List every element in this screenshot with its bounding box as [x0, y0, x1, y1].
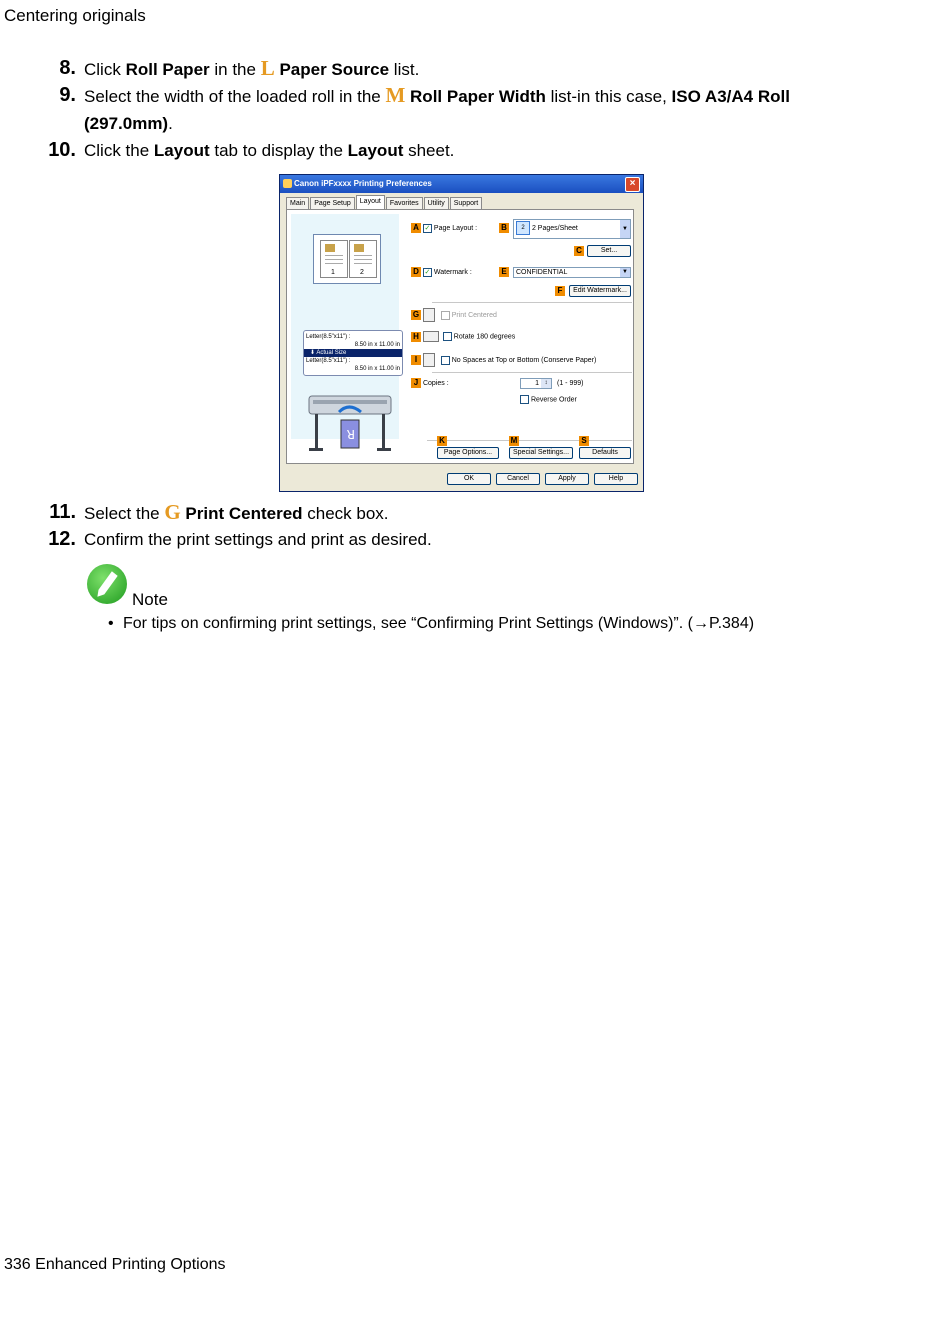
- printer-illustration-icon: [305, 390, 395, 454]
- running-header: Centering originals: [4, 6, 146, 25]
- print-centered-checkbox[interactable]: [441, 311, 450, 320]
- printing-preferences-dialog: [279, 174, 644, 492]
- page-layout-control: [411, 223, 477, 234]
- copies-range: (1 - 999): [557, 380, 584, 387]
- page-options-button[interactable]: Page Options...: [437, 447, 499, 459]
- page-layout-value: 2 Pages/Sheet: [531, 225, 578, 232]
- chevron-down-icon: ▼: [620, 268, 630, 277]
- callout-letter: M: [385, 83, 406, 107]
- actual-size-highlight: ⬇ Actual Size: [304, 349, 402, 357]
- print-centered-label: Print Centered: [451, 311, 497, 319]
- step-number: 11.: [49, 501, 76, 523]
- callout-h: H: [411, 332, 421, 342]
- step-text: Click the Layout tab to display the Layout sheet.: [84, 141, 455, 160]
- rotate-checkbox[interactable]: [443, 332, 452, 341]
- callout-letter: L: [260, 56, 275, 80]
- copies-control: [411, 378, 449, 389]
- printer-app-icon: [283, 179, 292, 188]
- cancel-button[interactable]: Cancel: [496, 473, 540, 485]
- copies-label: Copies :: [422, 379, 449, 387]
- step-text: Select the width of the loaded roll in the M Roll Paper Width list-in this case, ISO A3/A4 Roll: [84, 83, 790, 107]
- print-centered-icon: [423, 308, 435, 322]
- no-spaces-control: [411, 353, 596, 367]
- callout-d: D: [411, 267, 421, 277]
- page-layout-select[interactable]: [513, 219, 631, 239]
- step-number: 9.: [59, 84, 76, 106]
- page-footer: 336 Enhanced Printing Options: [4, 1256, 226, 1273]
- callout-f: F: [555, 286, 565, 296]
- watermark-select[interactable]: [513, 267, 631, 278]
- layout-sheet: [286, 209, 634, 464]
- bullet-dot: •: [108, 615, 114, 632]
- size-info-box: Letter(8.5"x11") : 8.50 in x 11.00 in ⬇ Actual Size Letter(8.5"x11") : 8.50 in x 11.00 in: [303, 330, 403, 376]
- dialog-titlebar: [280, 175, 643, 193]
- callout-a: A: [411, 223, 421, 233]
- note-title: Note: [132, 590, 168, 609]
- chevron-down-icon: ▼: [620, 220, 630, 238]
- tab-page-setup[interactable]: Page Setup: [310, 197, 355, 209]
- step-text: Select the G Print Centered check box.: [84, 500, 389, 524]
- dialog-title: Canon iPFxxxx Printing Preferences: [294, 179, 432, 188]
- page-number: 2: [360, 269, 364, 276]
- reverse-order-label: Reverse Order: [530, 396, 577, 404]
- step-text: (297.0mm).: [84, 114, 173, 133]
- callout-letter: G: [164, 500, 181, 524]
- callout-j: J: [411, 378, 421, 388]
- page-layout-checkbox[interactable]: ✓: [424, 224, 431, 232]
- step-number: 10.: [48, 139, 76, 161]
- tab-strip: [286, 197, 483, 209]
- layout-thumbnail: [313, 234, 381, 284]
- apply-button[interactable]: Apply: [545, 473, 589, 485]
- tab-utility[interactable]: Utility: [424, 197, 449, 209]
- watermark-checkbox[interactable]: ✓: [424, 268, 431, 276]
- watermark-value: CONFIDENTIAL: [516, 269, 568, 276]
- callout-i: I: [411, 355, 421, 365]
- page-thumbnail: [320, 240, 348, 278]
- copies-value: 1: [535, 380, 539, 387]
- note-text: For tips on confirming print settings, see “Confirming Print Settings (Windows)”. (→P.384): [123, 615, 755, 632]
- ok-button[interactable]: OK: [447, 473, 491, 485]
- callout-m: M: [510, 436, 518, 445]
- callout-b: B: [499, 223, 509, 233]
- special-settings-button[interactable]: Special Settings...: [509, 447, 573, 459]
- callout-e: E: [499, 267, 509, 277]
- copies-spinner[interactable]: [520, 378, 552, 389]
- tab-layout[interactable]: Layout: [356, 195, 385, 209]
- tab-favorites[interactable]: Favorites: [386, 197, 423, 209]
- step-text: Click Roll Paper in the L Paper Source list.: [84, 56, 420, 80]
- watermark-label: Watermark :: [433, 268, 472, 276]
- tab-support[interactable]: Support: [450, 197, 483, 209]
- step-text: Confirm the print settings and print as desired.: [84, 530, 432, 549]
- no-spaces-checkbox[interactable]: [441, 356, 450, 365]
- reverse-order-checkbox[interactable]: [520, 395, 529, 404]
- page-number: 1: [331, 269, 335, 276]
- close-icon[interactable]: ×: [625, 177, 640, 192]
- rotate-label: Rotate 180 degrees: [453, 333, 516, 341]
- edit-watermark-button[interactable]: Edit Watermark...: [569, 285, 631, 297]
- step-number: 8.: [59, 57, 76, 79]
- note-pencil-icon: [87, 564, 127, 604]
- reverse-order-control: [520, 395, 577, 405]
- help-button[interactable]: Help: [594, 473, 638, 485]
- conserve-paper-icon: [423, 353, 435, 367]
- print-centered-control: [411, 308, 497, 322]
- svg-text:R: R: [346, 427, 355, 441]
- tab-main[interactable]: Main: [286, 197, 309, 209]
- page-thumbnail: [349, 240, 377, 278]
- callout-s: S: [579, 436, 589, 446]
- callout-k: K: [437, 436, 447, 446]
- watermark-control: [411, 267, 472, 278]
- preview-pane: [291, 214, 399, 439]
- callout-c: C: [574, 246, 584, 256]
- page-layout-label: Page Layout :: [433, 224, 478, 232]
- step-number: 12.: [48, 528, 76, 550]
- no-spaces-label: No Spaces at Top or Bottom (Conserve Paper): [451, 356, 597, 364]
- callout-g: G: [412, 310, 420, 319]
- defaults-button[interactable]: Defaults: [579, 447, 631, 459]
- spinner-arrows-icon[interactable]: ↕: [541, 379, 551, 388]
- rotate-control: [411, 331, 515, 342]
- note-bullet: [108, 615, 754, 633]
- set-button[interactable]: Set...: [587, 245, 631, 257]
- rotate-icon: [423, 331, 439, 342]
- pages-per-sheet-icon: 2: [516, 221, 530, 235]
